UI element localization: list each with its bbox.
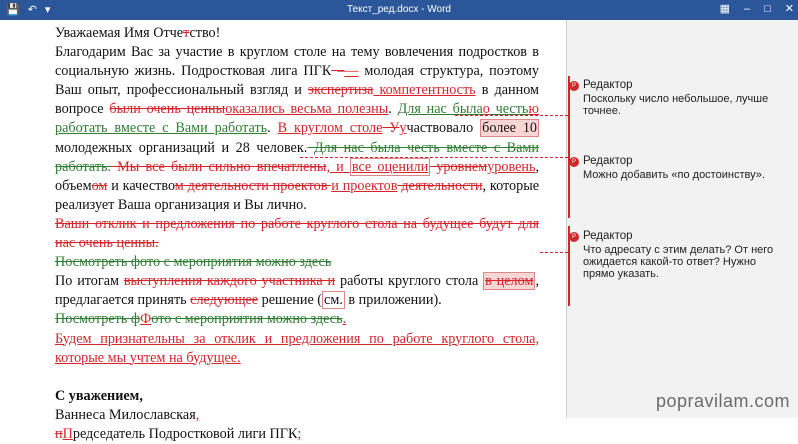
undo-icon[interactable]: ↶ [27,4,37,16]
ribbon-display-icon[interactable]: ▦ [719,3,730,15]
paragraph-5: Посмотреть фФото с мероприятия можно здесь. [55,311,347,328]
author-avatar: Р [569,81,579,91]
maximize-icon[interactable]: □ [764,3,771,15]
comment-author: Редактор [583,155,633,167]
commented-text-2[interactable]: все оценили [351,158,429,175]
comment-author: Редактор [583,230,633,242]
comment-bar-2 [568,146,570,218]
save-icon[interactable]: 💾 [6,4,20,16]
commented-text-1[interactable]: более 10 [482,120,538,137]
comment-text: Что адресату с этим делать? От него ожидается какой-то ответ? Нужно прямо указать. [583,244,774,280]
author-avatar: Р [569,232,579,242]
paragraph-3: Посмотреть фото с мероприятия можно здесь [55,254,332,271]
comment-connector-3 [540,252,568,253]
comment-text: Поскольку число небольшое, лучше точнее. [583,93,769,117]
blank-line [55,368,539,387]
paragraph-6: Будем признательны за отклик и предложения по работе круглого стола, которые мы учтем на будущее. [55,330,539,366]
signature-name: Ваннеса Милославская, [55,406,200,423]
window-controls [720,2,794,16]
document-body[interactable] [55,24,539,444]
comment-connector-2 [300,157,568,158]
paragraph-1: Благодарим Вас за участие в круглом столе на тему вовлечения подростков в социальную жизнь. Подростковая лига ПГК –— молодая структура, поэтому Ваш опыт, профессиональный взгляд и экспертиза компетентность в данном вопросе были очень ценныоказались весьма полезны. Для нас былао честью работать вместе с Вами работать. В круглом столе Уучаствовало более 10 молодежных организаций и 28 человек. Для нас была честь вместе с Вами работать. Мы все были сильно впечатлены, и все оценили уровнемуровень, объемом и качеством деятельности проектов и проектов деятельности, которые реализует Ваша организация и Вы лично. [55,44,540,213]
title-bar [0,0,798,20]
commented-text-3[interactable]: в целом [485,273,534,290]
comment-card-1[interactable] [571,79,783,117]
paragraph-2: Ваши отклик и предложения по работе круглого стола на будущее будут для нас очень ценны. [55,215,539,252]
comment-connector-1 [455,115,568,116]
greeting: Уважаемая Имя Отчетство! [55,25,221,41]
window-title: Текст_ред.docx - Word [347,4,451,15]
close-icon[interactable]: ✕ [784,3,794,15]
paragraph-4: По итогам выступления каждого участника и работы круглого стола в целом , предлагается принять следующее решение ( см. в приложении). [55,273,539,309]
quick-access-dropdown-icon[interactable]: ▾ [44,4,51,16]
comment-text: Можно добавить «по достоинству». [583,169,765,181]
comment-author: Редактор [583,79,633,91]
comment-card-3[interactable] [571,230,783,280]
watermark: popravilam.com [655,391,790,411]
author-avatar: Р [569,157,579,167]
closing: С уважением, [55,387,143,404]
comment-card-2[interactable] [571,155,783,181]
minimize-icon[interactable]: – [744,3,751,15]
signature-title: пПредседатель Подростковой лиги ПГК; [55,425,302,442]
